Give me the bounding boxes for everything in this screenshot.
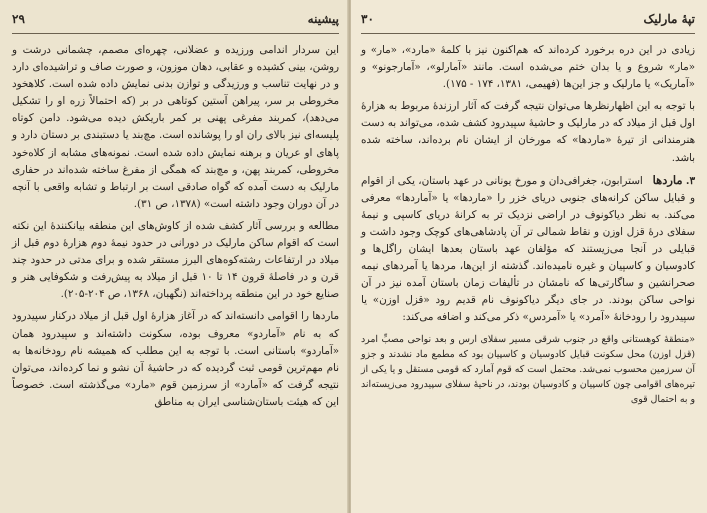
left-page	[0, 0, 349, 513]
section-paragraph	[361, 172, 695, 327]
section-text: استرابون، جغرافی‌دان و مورخ یونانی در عهد باستان، یکی از اقوام و قبایل ساکن کرانه‌های جنوبی دریای خزر را «ماردها» یا «آماردها» معرفی می‌کند. به نظر دیاکونوف در اراضی نزدیک تر به کرانهٔ دریای کاسپی و نیمهٔ سفلای درهٔ قزل اوزن و نقاط شمالی تر آن پادشاهی‌های کوچک وجود داشت و قبایلی در آنجا می‌زیستند که مؤلفان عهد باستان بعدها ایشان راگل‌ها و کادوسیان و کاسپیان و غیره نامیده‌اند. گذشته از این‌ها، مردها یا آمردهای نیمه صحرانشین و ساگارتی‌ها که نامشان در تألیفات زمان باستان آمده نیز در آن نواحی ساکن بودند. در جای دیگر دیاکونوف نام قدیم رود «قزل اوزن» یا سپیدرود را رودخانهٔ «آمرد» یا «آمردس» ذکر می‌کند و اضافه می‌کند:	[361, 174, 695, 324]
quoted-note: «منطقهٔ کوهستانی واقع در جنوب شرقی مسیر سفلای ارس و بعد نواحی مصبِّ امرد (قزل اوزن) محل سکونت قبایل کادوسیان و کاسپیان بود که مطمع ماد نشدند و جزو آن سرزمین محسوب نمی‌شد. محتمل است که قوم آمارد که قومی مستقل و یا یکی از تیره‌های اقوامی چون کاسپیان و کادوسیان بودند، در ناحیهٔ سفلای سپیدرود می‌زیسته‌اند و به احتمال قوی	[361, 333, 695, 406]
right-page-header	[361, 8, 695, 34]
right-page-body	[361, 42, 695, 408]
right-paragraph-1: زیادی در این دره برخورد کرده‌اند که هم‌اکنون نیز با کلمهٔ «مارد»، «مار» و «مار» شروع و یا بدان ختم می‌شده است. مانند «آمارلو»، «آمارجونو» و «آماریک» یا مارلیک و جز این‌ها (فهیمی، ۱۳۸۱، ۱۷۴ - ۱۷۵).	[361, 44, 695, 91]
right-header-title: تپهٔ مارلیک	[643, 12, 695, 26]
left-page-body	[12, 42, 339, 411]
left-page-number: ۲۹	[12, 12, 25, 26]
right-page	[351, 0, 707, 513]
left-paragraph-2: مطالعه و بررسی آثار کشف شده از کاوش‌های این منطقه بیانکنندهٔ این نکته است که اقوام ساکن مارلیک در دورانی در حدود نیمهٔ دوم هزارهٔ دوم قبل از میلاد در ارتفاعات رشته‌کوه‌های البرز مستقر شده و برای مدتی در حدود چند قرن و در فاصلهٔ قرون ۱۴ تا ۱۰ قبل از میلاد به پیش‌رفت و شکوفایی هنر و صنایع خود در این منطقه پرداخته‌اند (نگهبان، ۱۳۶۸، ص ۲۰۴-۲۰۵).	[12, 219, 339, 301]
left-header-title: پیشینه	[307, 12, 339, 26]
left-page-header	[12, 8, 339, 34]
right-paragraph-2: با توجه به این اظهارنظرها می‌توان نتیجه گرفت که آثار ارزندهٔ مربوط به هزارهٔ اول قبل از میلاد که در مارلیک و حاشیهٔ سپیدرود کشف شده، می‌تواند به دست هنرمندانی از تیرهٔ «ماردها» که مورخان از ایشان نام برده‌اند، ساخته شده باشد.	[361, 100, 695, 164]
section-title: ماردها	[652, 172, 683, 187]
left-paragraph-1: این سردار اندامی ورزیده و عضلانی، چهره‌ای مصمم، چشمانی درشت و روشن، بینی کشیده و عقابی، دهان موزون، و صورت صاف و تراشیده‌ای دارد و در نهایت تناسب و ورزیدگی و توازن بدنی نمایش داده شده است. کلاهخود مخروطی بر سر، پیراهن آستین کوتاهی در بر (که احتمالاً زره او را تشکیل می‌دهد)، کمربند مفرغی پهنی بر کمر باریکش دیده می‌شود. دامن کوتاه پلیسه‌ای نیز بالای ران او را پوشانده است. مچ‌بند یا دستبندی بر دستان دارد و پاهای او عریان و برهنه نمایش داده شده است. نمونه‌های مشابه از کلاه‌خود مخروطی، کمربند پهن، و مچ‌بند که همگی از مفرغ ساخته شده‌اند در حفاری مارلیک به دست آمده که گواه صادقی است بر ارتباط و تشابه واقعی با آنچه در آن دوران وجود داشته است» (۱۳۷۸، ص ۳۱).	[12, 44, 339, 210]
section-number: ۳.	[685, 174, 695, 187]
right-page-number: ۳۰	[361, 12, 374, 26]
left-paragraph-3: ماردها را اقوامی دانسته‌اند که در آغاز هزارهٔ اول قبل از میلاد درکنار سپیدرود که به نام «آماردو» معروف بوده، سکونت داشته‌اند و سپیدرود همان «آماردو» باستانی است. با توجه به این مطلب که همیشه نام رودخانه‌ها به نام مهم‌ترین قومی ثبت گردیده که در حاشیهٔ آن نشو و نما کرده‌اند، می‌توان نتیجه گرفت که «آمارد» از سرزمین قوم «مارد» می‌گذشته است. خصوصاً این که هیئت باستان‌شناسی ایران به مناطق	[12, 310, 339, 408]
